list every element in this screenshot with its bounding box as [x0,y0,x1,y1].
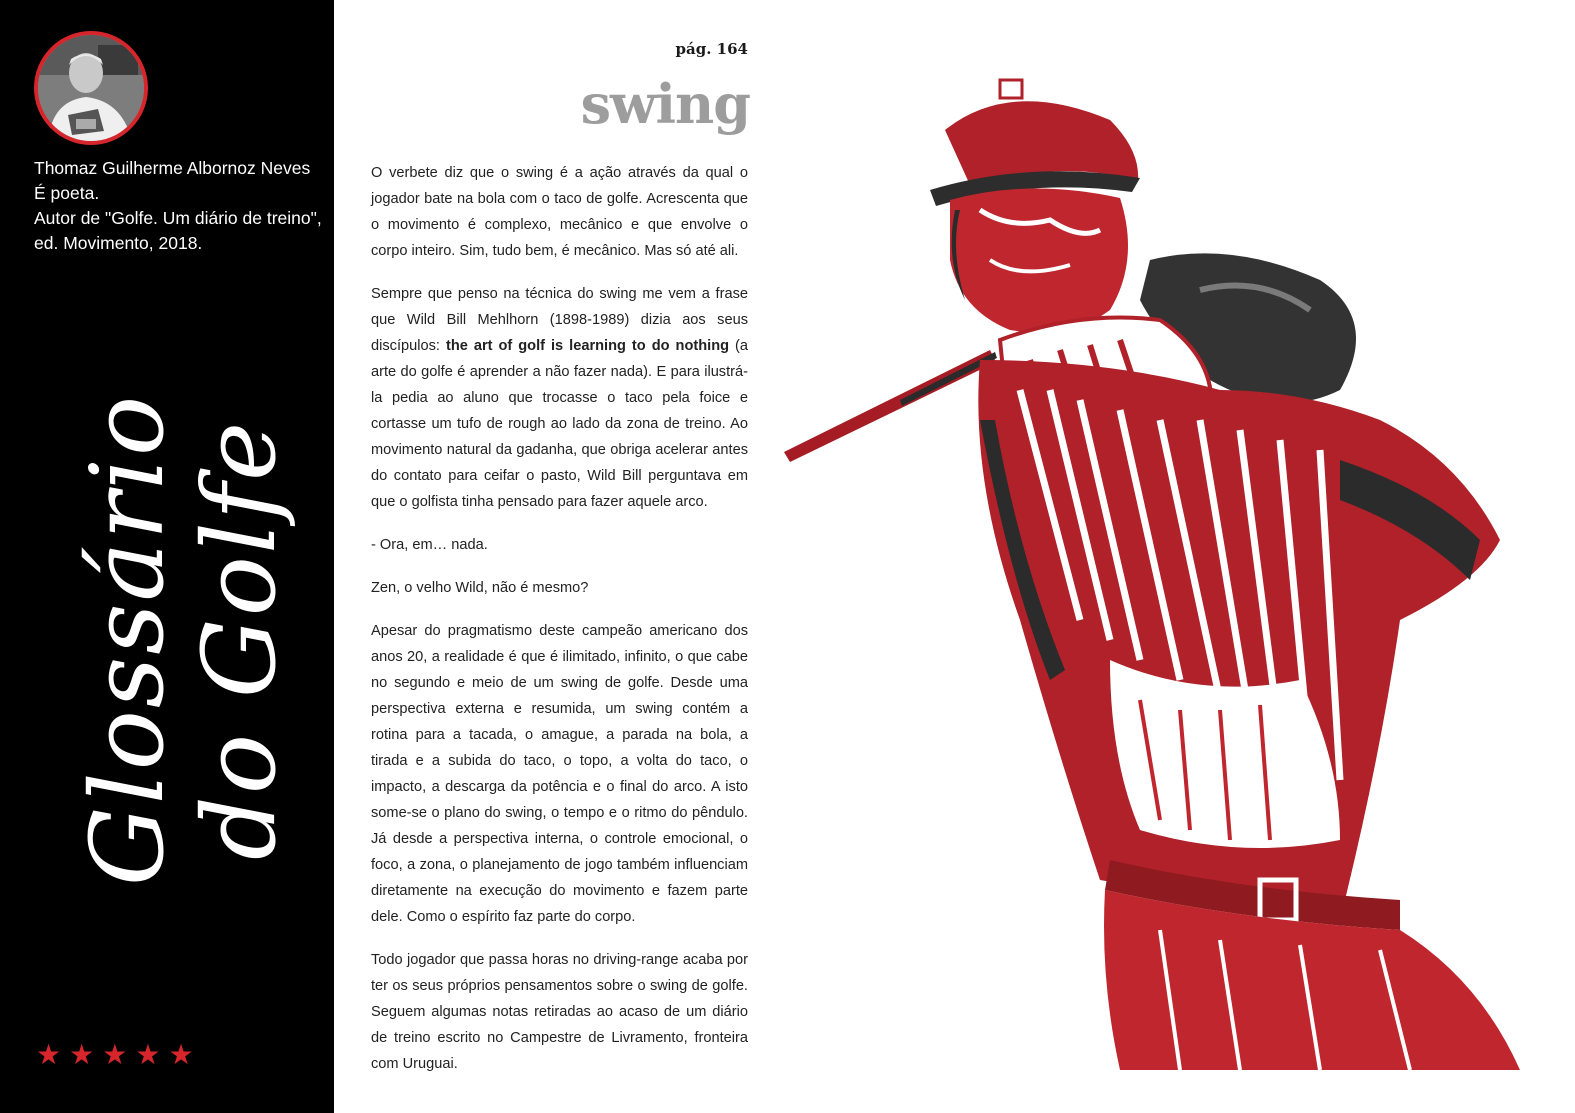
paragraph-2: Sempre que penso na técnica do swing me vem a frase que Wild Bill Mehlhorn (1898-1989) dizia aos seus discípulos: the art of golf is learning to do nothing (a arte do golfe é aprender a não fazer nada). E para ilustrá-la pedia ao aluno que trocasse o taco pela foice e cortasse um tufo de rough ao lado da zona de treino. Ao movimento natural da gadanha, que obriga acelerar antes do contato para ceifar o pasto, Wild Bill perguntava em que o golfista tinha pensado para fazer aquele arco. [371,286,749,510]
quote-bold: the art of golf is learning to do nothing [445,338,730,354]
paragraph-5: Apesar do pragmatismo deste campeão americano dos anos 20, a realidade é que é ilimitado, infinito, o que cabe no segundo e meio de um swing de golfe. Desde uma perspectiva externa e resumida, um swing contém a rotina para a tacada, o amague, a parada na bola, a tirada e a subida do taco, o topo, a volta do taco, o impacto, a descarga da potência e o final do arco. A isto some-se o plano do swing, o tempo e o ritmo do pêndulo. Já desde a perspectiva interna, o controle emocional, o foco, a zona, o planejamento de jogo também influenciam diretamente na execução do movimento e fazem parte dele. Como o espírito faz parte do corpo. [371,623,748,925]
article-body [371,160,748,1094]
author-book: Autor de "Golfe. Um diário de treino", [34,208,322,228]
paragraph-1: O verbete diz que o swing é a ação através da qual o jogador bate na bola com o taco de golfe. Acrescenta que o movimento é complexo, mecânico e que envolve o corpo inteiro. Sim, tudo bem, é mecânico. Mas só até ali. [371,165,748,259]
author-avatar [34,31,148,145]
sidebar [0,0,334,1113]
star-icon: ★ [36,1038,62,1071]
paragraph-4: Zen, o velho Wild, não é mesmo? [371,580,589,596]
star-icon: ★ [135,1038,161,1071]
entry-word: swing [580,72,750,136]
paragraph-3: - Ora, em… nada. [371,537,488,553]
paragraph-6: Todo jogador que passa horas no driving-range acaba por ter os seus próprios pensamentos sobre o swing de golfe. Seguem algumas notas retiradas ao acaso de um diário de treino escrito no Campestre de Livramento, fronteira com Uruguai. [371,952,748,1072]
author-publisher: ed. Movimento, 2018. [34,233,203,253]
star-icon: ★ [102,1038,128,1071]
series-title-line-2: do Golfe [181,419,298,861]
star-icon: ★ [69,1038,95,1071]
series-title-line-1: Glossário [69,393,186,887]
golfer-illustration-icon [780,60,1540,1075]
golfer-illustration [780,60,1540,1075]
author-role: É poeta. [34,183,100,203]
author-photo-icon [38,35,144,141]
star-icon: ★ [168,1038,194,1071]
author-name: Thomaz Guilherme Albornoz Neves [34,158,311,178]
page-number: pág. 164 [675,40,748,58]
rating-stars [36,1038,194,1072]
author-bio [34,156,324,256]
